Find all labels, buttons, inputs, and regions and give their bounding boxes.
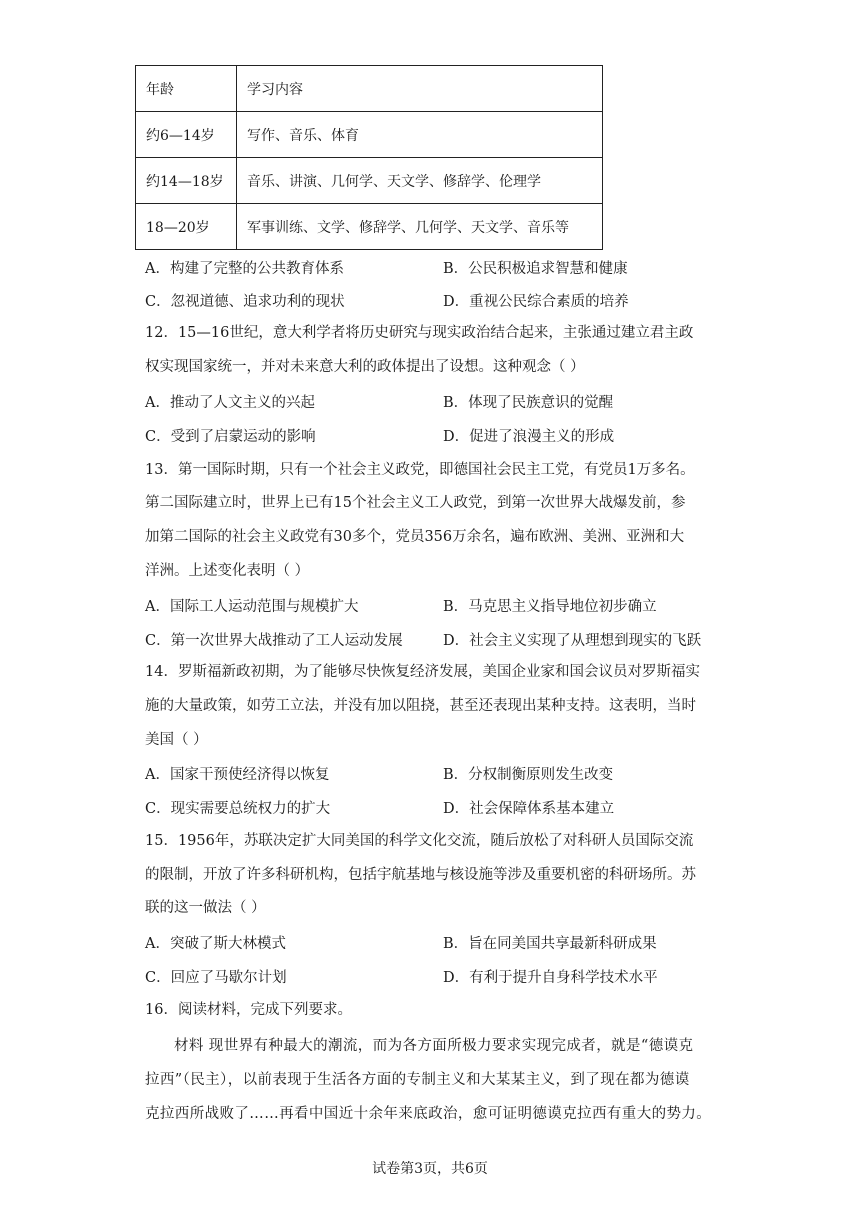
option-d: D．社会主义实现了从理想到现实的飞跃 (443, 633, 702, 649)
q13-stem-line: 洋洲。上述变化表明（ ） (145, 563, 310, 579)
table-header-row (136, 66, 603, 112)
option-a: A．构建了完整的公共教育体系 (145, 261, 344, 277)
page-footer: 试卷第3页，共6页 (372, 1161, 488, 1177)
option-d: D．社会保障体系基本建立 (443, 801, 615, 817)
option-a: A．突破了斯大林模式 (145, 936, 286, 952)
q12-stem-line: 权实现国家统一，并对未来意大利的政体提出了设想。这种观念（ ） (145, 359, 585, 375)
q14-stem-line: 14．罗斯福新政初期，为了能够尽快恢复经济发展，美国企业家和国会议员对罗斯福实 (145, 664, 700, 680)
table-cell: 约14—18岁 (136, 158, 237, 204)
q14-stem-line: 美国（ ） (145, 732, 208, 748)
table-row (136, 158, 603, 204)
q13-stem-line: 第二国际建立时，世界上已有15个社会主义工人政党，到第一次世界大战爆发前，参 (145, 495, 686, 511)
option-c: C．忽视道德、追求功利的现状 (145, 294, 345, 310)
option-c: C．回应了马歇尔计划 (145, 970, 287, 986)
option-b: B．分权制衡原则发生改变 (443, 767, 614, 783)
q14-options-row (145, 797, 745, 817)
q13-stem-line: 13．第一国际时期，只有一个社会主义政党，即德国社会民主工党，有党员1万多名。 (145, 462, 695, 478)
table-row (136, 112, 603, 158)
material-line: 克拉西所战败了……再看中国近十余年来底政治，愈可证明德谟克拉西有重大的势力。 (145, 1106, 712, 1122)
option-b: B．体现了民族意识的觉醒 (443, 395, 614, 411)
q16-stem: 16．阅读材料，完成下列要求。 (145, 1002, 352, 1018)
option-a: A．国家干预使经济得以恢复 (145, 767, 330, 783)
option-c: C．现实需要总统权力的扩大 (145, 801, 331, 817)
option-b: B．马克思主义指导地位初步确立 (443, 599, 657, 615)
q15-stem-line: 联的这一做法（ ） (145, 900, 266, 916)
table-cell: 写作、音乐、体育 (237, 112, 603, 158)
q15-options-row (145, 966, 745, 986)
table-header-cell: 学习内容 (237, 66, 603, 112)
q15-stem-line: 15．1956年，苏联决定扩大同美国的科学文化交流，随后放松了对科研人员国际交流 (145, 833, 694, 849)
q15-options-row (145, 932, 745, 952)
age-curriculum-table (135, 65, 603, 250)
q15-stem-line: 的限制，开放了许多科研机构，包括宇航基地与核设施等涉及重要机密的科研场所。苏 (145, 867, 696, 883)
option-c: C．受到了启蒙运动的影响 (145, 429, 316, 445)
option-b: B．公民积极追求智慧和健康 (443, 261, 628, 277)
option-b: B．旨在同美国共享最新科研成果 (443, 936, 657, 952)
option-d: D．有利于提升自身科学技术水平 (443, 970, 658, 986)
q14-stem-line: 施的大量政策，如劳工立法，并没有加以阻挠，甚至还表现出某种支持。这表明，当时 (145, 698, 696, 714)
table-header-cell: 年龄 (136, 66, 237, 112)
q13-stem-line: 加第二国际的社会主义政党有30多个，党员356万余名，遍布欧洲、美洲、亚洲和大 (145, 529, 685, 545)
option-a: A．国际工人运动范围与规模扩大 (145, 599, 359, 615)
q14-options-row (145, 763, 745, 783)
q11-options-row (145, 257, 745, 277)
material-line: 材料 现世界有种最大的潮流，而为各方面所极力要求实现完成者，就是“德谟克 (174, 1038, 694, 1054)
table-cell: 音乐、讲演、几何学、天文学、修辞学、伦理学 (237, 158, 603, 204)
q13-options-row (145, 629, 745, 649)
option-d: D．重视公民综合素质的培养 (443, 294, 629, 310)
table-cell: 约6—14岁 (136, 112, 237, 158)
table-cell: 18—20岁 (136, 204, 237, 250)
q12-options-row (145, 425, 745, 445)
q12-options-row (145, 391, 745, 411)
q12-stem-line: 12．15—16世纪，意大利学者将历史研究与现实政治结合起来，主张通过建立君主政 (145, 325, 694, 341)
q13-options-row (145, 595, 745, 615)
table-row (136, 204, 603, 250)
option-a: A．推动了人文主义的兴起 (145, 395, 315, 411)
option-c: C．第一次世界大战推动了工人运动发展 (145, 633, 403, 649)
q11-options-row (145, 290, 745, 310)
material-line: 拉西”（民主），以前表现于生活各方面的专制主义和大某某主义，到了现在都为德谟 (145, 1072, 690, 1088)
table-cell: 军事训练、文学、修辞学、几何学、天文学、音乐等 (237, 204, 603, 250)
option-d: D．促进了浪漫主义的形成 (443, 429, 615, 445)
